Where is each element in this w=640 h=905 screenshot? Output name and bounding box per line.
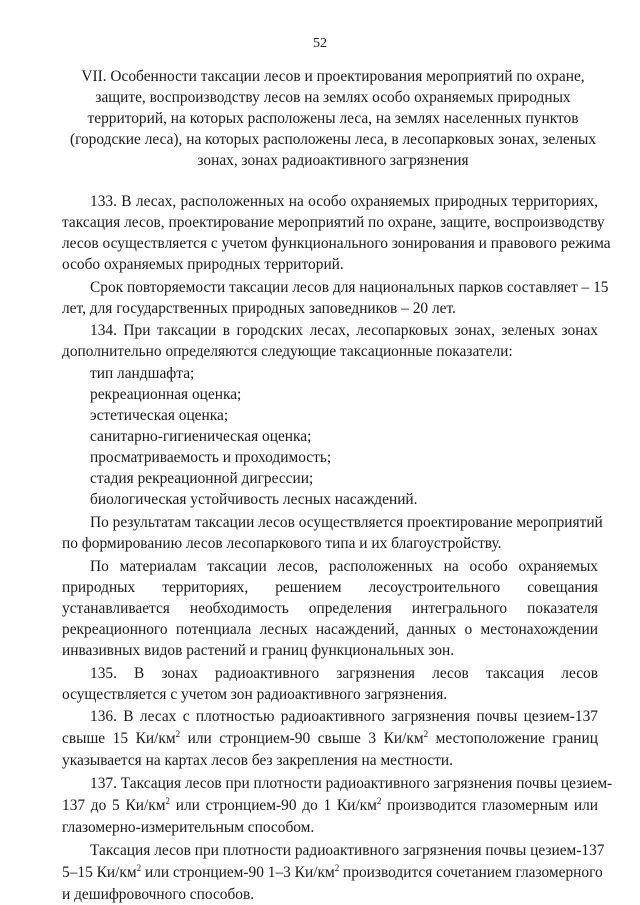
- superscript: 2: [136, 862, 142, 873]
- text-line: по формированию лесов лесопаркового типа и их благоустройству.: [62, 535, 502, 552]
- heading-line: VII. Особенности таксации лесов и проектирования мероприятий по охране,: [81, 68, 585, 85]
- heading-line: зонах, зонах радиоактивного загрязнения: [197, 152, 469, 169]
- text-line: глазомерно-измерительным способом.: [62, 819, 315, 836]
- text-line: биологическая устойчивость лесных насаждений.: [90, 491, 418, 508]
- superscript: 2: [376, 795, 382, 806]
- heading-line: (городские леса), на которых расположены леса, в лесопарковых зонах, зеленых: [69, 131, 597, 148]
- page-number: 52: [313, 36, 327, 51]
- text-line: лет, для государственных природных заповедников – 20 лет.: [62, 300, 456, 317]
- text-line: стадия рекреационной дигрессии;: [90, 470, 314, 487]
- text-line: и дешифровочного способов.: [62, 886, 255, 903]
- text-line: 137 до 5 $Ки/км^2$ или стронцием-90 до 1 $Ки/км^2$ производится глазомерным или: [62, 795, 598, 814]
- text-line: свыше 15 $Ки/км^2$ или стронцием-90 свыше 3 $Ки/км^2$ местоположение границ: [62, 728, 598, 747]
- text-line: эстетическая оценка;: [90, 407, 229, 424]
- text-line: Таксация лесов при плотности радиоактивного загрязнения почвы цезием-137: [90, 842, 605, 859]
- section-heading: [62, 66, 604, 171]
- text-line: осуществляется с учетом зон радиоактивного загрязнения.: [62, 686, 448, 703]
- text-line: природных территориях, решением лесоустроительного совещания: [62, 579, 598, 596]
- text-line: По результатам таксации лесов осуществляется проектирование мероприятий: [90, 514, 603, 531]
- text-line: 133. В лесах, расположенных на особо охраняемых природных территориях,: [90, 193, 598, 210]
- text-line: Срок повторяемости таксации лесов для национальных парков составляет – 15: [90, 279, 609, 296]
- text-line: 136. В лесах с плотностью радиоактивного загрязнения почвы цезием-137: [90, 708, 598, 725]
- text-line: 5–15 $Ки/км^2$ или стронцием-90 1–3 $Ки/км^2$ производится сочетанием глазомерного: [62, 862, 603, 881]
- text-line: По материалам таксации лесов, расположенных на особо охраняемых: [90, 558, 598, 575]
- superscript: 2: [165, 795, 170, 806]
- superscript: 2: [423, 728, 429, 739]
- text-line: лесов осуществляется с учетом функционального зонирования и правового режима: [62, 235, 611, 252]
- text-line: таксация лесов, проектирование мероприятий по охране, защите, воспроизводству: [62, 214, 605, 231]
- text-line: санитарно-гигиеническая оценка;: [90, 428, 312, 445]
- heading-line: защите, воспроизводству лесов на землях особо охраняемых природных: [95, 89, 571, 106]
- text-line: устанавливается необходимость определения интегрального показателя: [62, 600, 598, 617]
- text-line: рекреационного потенциала лесных насаждений, данных о местонахождении: [62, 621, 598, 638]
- text-line: 135. В зонах радиоактивного загрязнения лесов таксация лесов: [90, 665, 598, 682]
- text-line: особо охраняемых природных территорий.: [62, 256, 344, 273]
- superscript: 2: [175, 728, 181, 739]
- text-line: рекреационная оценка;: [90, 386, 242, 403]
- text-line: дополнительно определяются следующие таксационные показатели:: [62, 343, 513, 360]
- text-line: 137. Таксация лесов при плотности радиоактивного загрязнения почвы цезием-: [90, 775, 613, 792]
- text-line: тип ландшафта;: [90, 365, 195, 382]
- heading-line: территорий, на которых расположены леса, на землях населенных пунктов: [87, 110, 579, 127]
- superscript: 2: [334, 862, 340, 873]
- text-line: указывается на картах лесов без закрепления на местности.: [62, 752, 453, 769]
- text-line: просматриваемость и проходимость;: [90, 449, 332, 466]
- text-line: 134. При таксации в городских лесах, лесопарковых зонах, зеленых зонах: [90, 322, 598, 339]
- text-line: инвазивных видов растений и границ функциональных зон.: [62, 642, 455, 659]
